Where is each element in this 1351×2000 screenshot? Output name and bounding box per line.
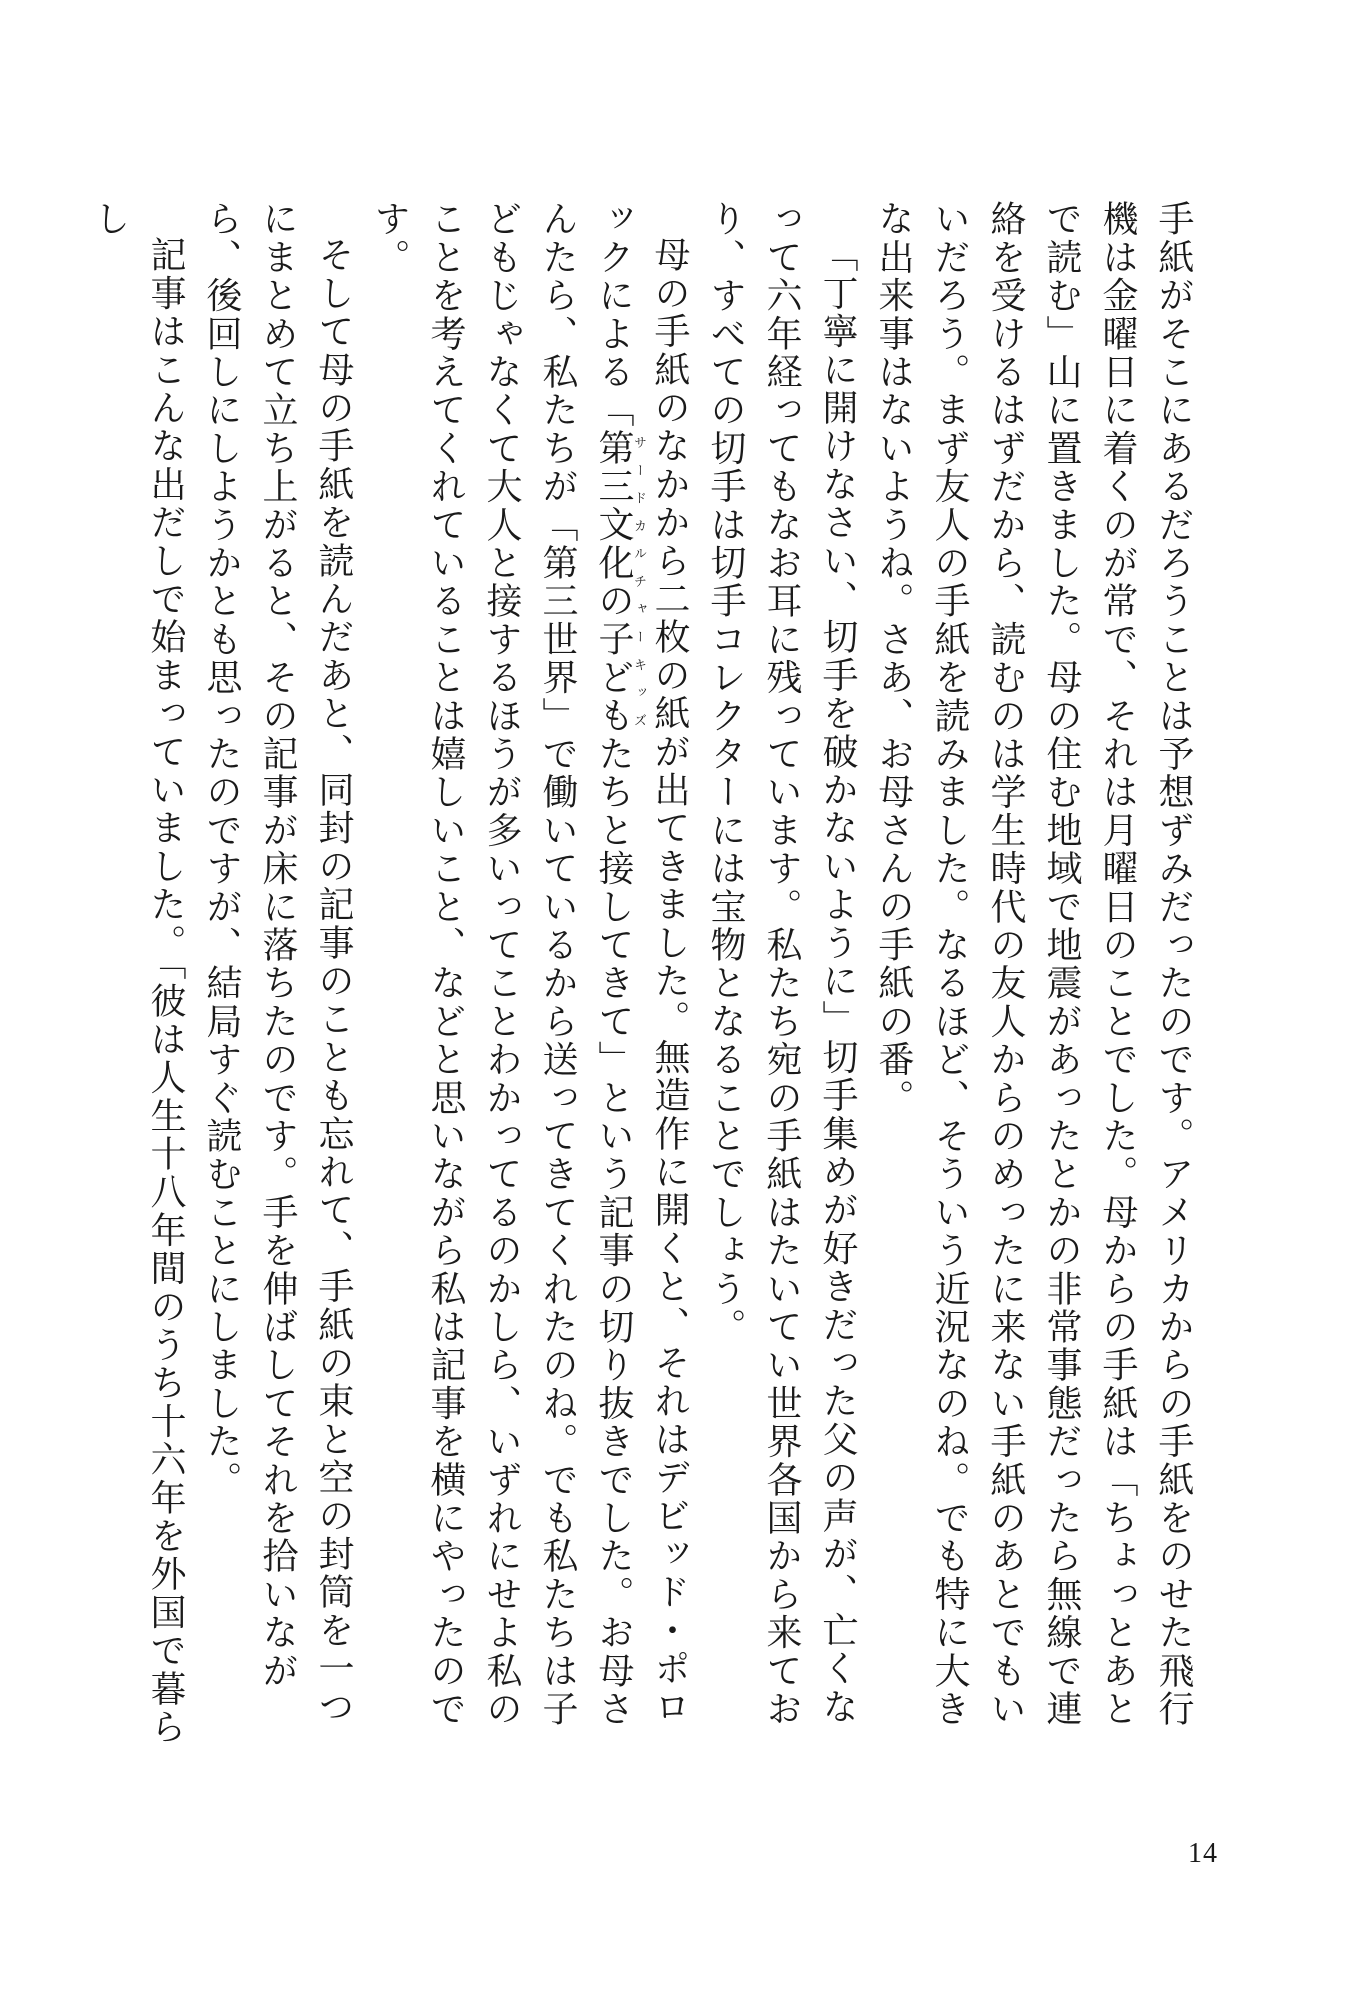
- ruby-base: 第三文化の子ども: [593, 429, 634, 735]
- paragraph-3-after: たちと接してきて」という記事の切り抜きでした。お母さんたら、私たちが「第三世界」で働いているから送ってきてくれたのね。でも私たちは子どもじゃなくて大人と接するほうが多いってことわかってるのかしら、いずれにせよ私のことを考えてくれていることは嬉しいこと、などと思いながら私は記事を横にやったのです。: [369, 200, 634, 1729]
- paragraph-1: 手紙がそこにあるだろうことは予想ずみだったのです。アメリカからの手紙をのせた飛行機は金曜日に着くのが常で、それは月曜日のことでした。母からの手紙は「ちょっとあとで読む」山に置きました。母の住む地域で地震があったとかの非常事態だったら無線で連絡を受けるはずだから、読むのは学生時代の友人からのめったに来ない手紙のあとでもいいだろう。まず友人の手紙を読みました。なるほど、そういう近況なのね。でも特に大きな出来事はないようね。さあ、お母さんの手紙の番。: [873, 200, 1194, 1728]
- paragraph-2: 「丁寧に開けなさい、切手を破かないように」切手集めが好きだった父の声が、亡くなって六年経ってもなお耳に残っています。私たち宛の手紙はたいてい世界各国から来ており、すべての切手は切手コレクターには宝物となることでしょう。: [705, 200, 858, 1728]
- page-number: 14: [1188, 1838, 1218, 1869]
- paragraph-4: そして母の手紙を読んだあと、同封の記事のことも忘れて、手紙の束と空の封筒を一つにまとめて立ち上がると、その記事が床に落ちたのです。手を伸ばしてそれを拾いながら、後回しにしようかとも思ったのですが、結局すぐ読むことにしました。: [201, 200, 354, 1726]
- ruby-reading: サードカルチャーキッズ: [631, 429, 646, 735]
- ruby-third-culture-kids: [593, 429, 646, 735]
- paragraph-3: [361, 200, 697, 1760]
- paragraph-3-before: 母の手紙のなかから二枚の紙が出てきました。無造作に開くと、それはデビッド・ポロックによる「: [593, 200, 690, 1726]
- vertical-text-body: [89, 200, 1201, 1760]
- paragraph-5: 記事はこんな出だしで始まっていました。「彼は人生十八年間のうち十六年を外国で暮らし: [89, 200, 186, 1746]
